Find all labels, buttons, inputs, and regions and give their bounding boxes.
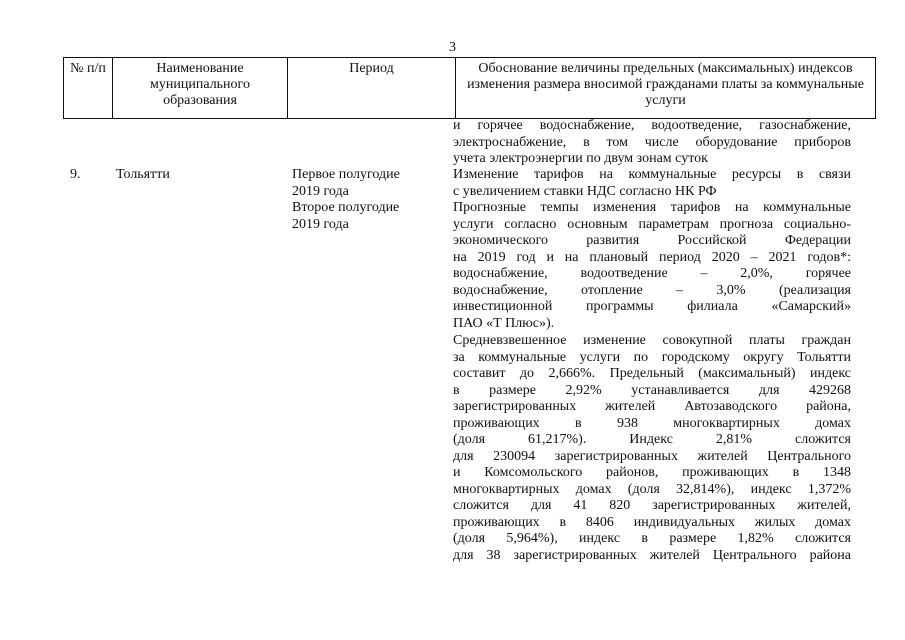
basis-line: Изменение тарифов на коммунальные ресурсы в связи [453, 167, 851, 182]
basis-line: услуги согласно основным параметрам прогноза социально- [453, 216, 851, 232]
basis-line: проживающих в 938 многоквартирных домах [453, 415, 851, 431]
continuation-line: учета электроэнергии по двум зонам суток [453, 151, 708, 166]
header-col-name: Наименование муниципального образования [113, 58, 288, 119]
period-text: 2019 года [292, 183, 349, 199]
basis-line: водоснабжение, отопление – 3,0% (реализация [453, 282, 851, 298]
basis-line: в размере 2,92% устанавливается для 429268 [453, 382, 851, 398]
basis-line: ПАО «Т Плюс»). [453, 315, 555, 331]
basis-line: Средневзвешенное изменение совокупной платы граждан [453, 333, 851, 348]
row-period [292, 167, 442, 233]
row-number: 9. [70, 167, 81, 182]
basis-line: сложится для 41 820 зарегистрированных жителей, [453, 498, 851, 513]
basis-line: для 230094 зарегистрированных жителей Центрального [453, 448, 851, 464]
continuation-line: электроснабжение, в том числе оборудование приборов [453, 134, 851, 150]
basis-paragraph-3 [453, 333, 851, 564]
header-col-basis: Обоснование величины предельных (максимальных) индексов изменения размера вносимой гражданами платы за коммунальные услуги [456, 58, 876, 119]
continuation-text [453, 118, 851, 168]
basis-line: с увеличением ставки НДС согласно НК РФ [453, 183, 717, 199]
page-number: 3 [449, 40, 456, 55]
continuation-line: и горячее водоснабжение, водоотведение, газоснабжение, [453, 118, 851, 133]
header-row [64, 58, 876, 119]
basis-line: для 38 зарегистрированных жителей Центрального района [453, 547, 851, 563]
basis-line: (доля 5,964%), индекс в размере 1,82% сложится [453, 531, 851, 546]
period-text: Второе полугодие [292, 200, 400, 215]
basis-line: на 2019 год и на плановый период 2020 – 2021 годов*: [453, 249, 851, 265]
basis-paragraph-2 [453, 200, 851, 332]
basis-line: экономического развития Российской Федерации [453, 233, 851, 248]
basis-line: проживающих в 8406 индивидуальных жилых домах [453, 514, 851, 530]
row-name: Тольятти [116, 167, 170, 182]
basis-line: (доля 61,217%). Индекс 2,81% сложится [453, 432, 851, 447]
basis-line: Прогнозные темпы изменения тарифов на коммунальные [453, 200, 851, 215]
basis-line: инвестиционной программы филиала «Самарский» [453, 299, 851, 314]
period-text: Первое полугодие [292, 167, 400, 182]
basis-line: составит до 2,666%. Предельный (максимальный) индекс [453, 366, 851, 381]
basis-line: за коммунальные услуги по городскому округу Тольятти [453, 349, 851, 365]
basis-line: водоснабжение, водоотведение – 2,0%, горячее [453, 266, 851, 281]
period-text: 2019 года [292, 216, 349, 232]
basis-line: многоквартирных домах (доля 32,814%), индекс 1,372% [453, 481, 851, 497]
basis-line: зарегистрированных жителей Автозаводского района, [453, 399, 851, 414]
header-col-number: № п/п [64, 58, 113, 119]
basis-line: и Комсомольского районов, проживающих в 1348 [453, 465, 851, 480]
table-header [63, 57, 876, 119]
basis-paragraph-1 [453, 167, 851, 200]
header-col-period: Период [288, 58, 456, 119]
